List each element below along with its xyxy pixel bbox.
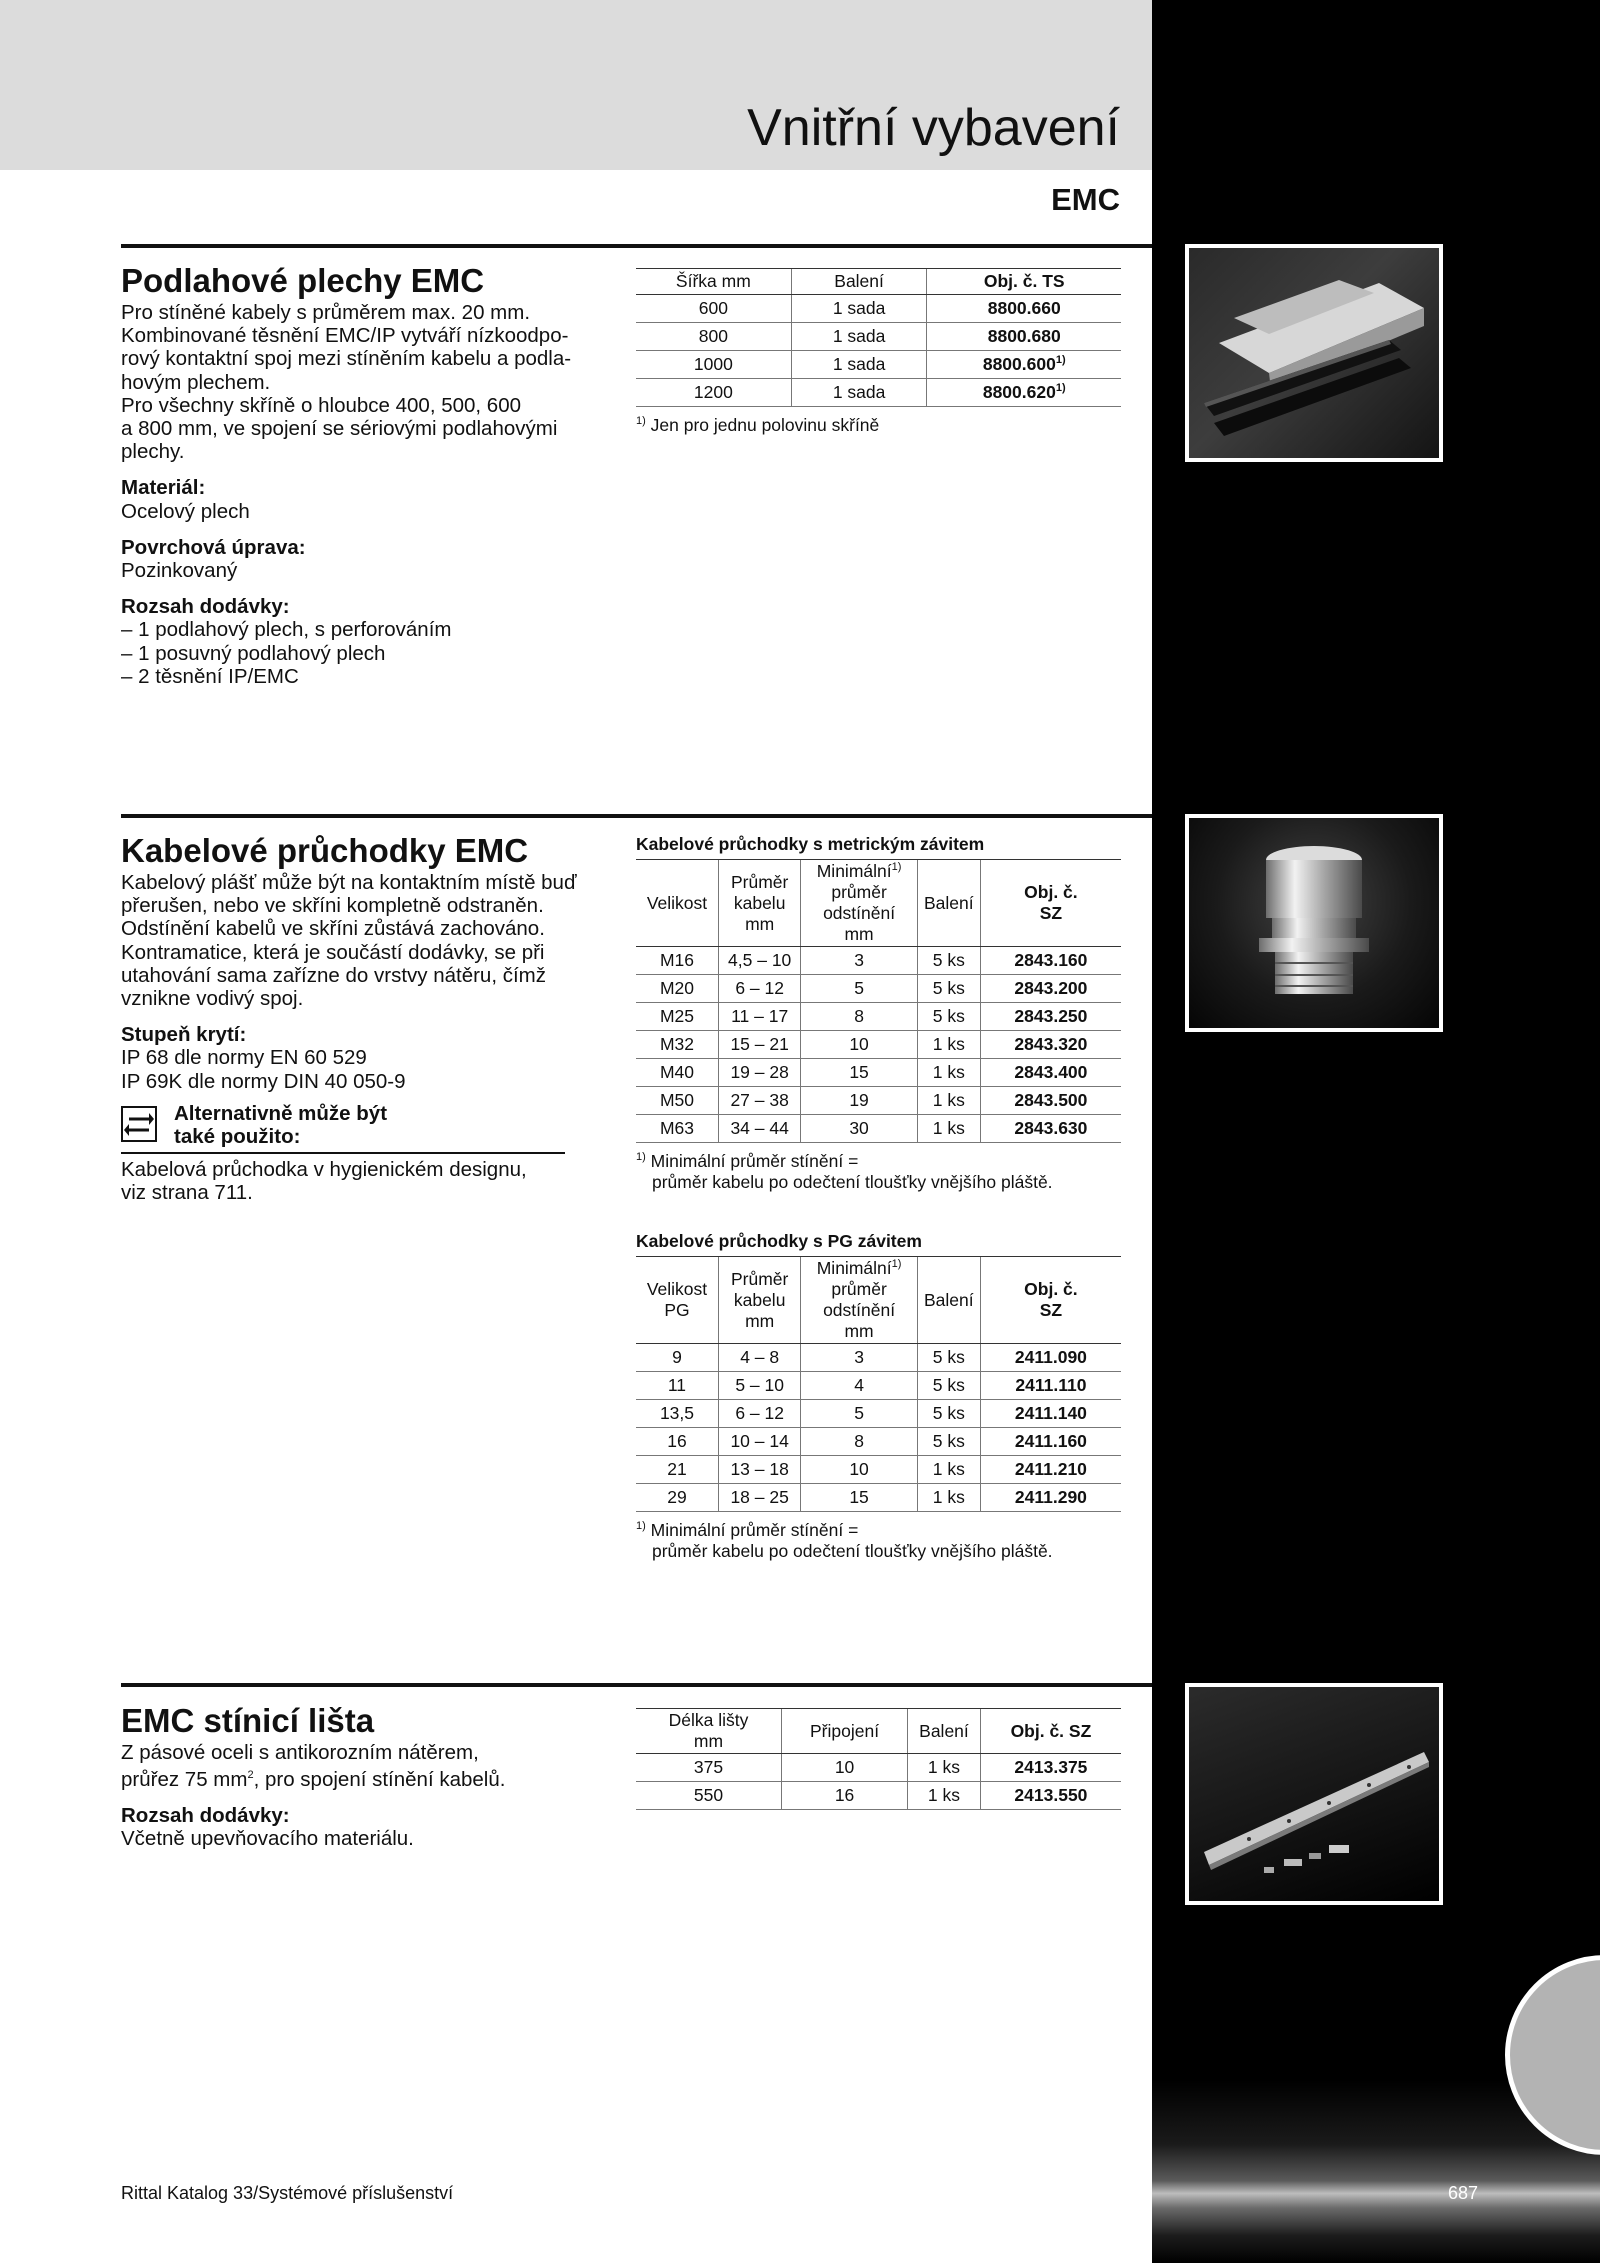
shield-bar-table xyxy=(636,1708,1121,1810)
shield-bar-table-block xyxy=(636,1708,1121,1810)
table-row: M63 34 – 44 30 1 ks 2843.630 xyxy=(636,1115,1121,1143)
table-row: M50 27 – 38 19 1 ks 2843.500 xyxy=(636,1087,1121,1115)
footnote-mark: 1) xyxy=(1055,382,1066,395)
order-number: 2843.250 xyxy=(980,1003,1121,1031)
material-label: Materiál: xyxy=(121,476,206,500)
order-number: 2843.200 xyxy=(980,975,1121,1003)
material-value: Ocelový plech xyxy=(121,499,250,523)
order-number: 2411.210 xyxy=(980,1456,1121,1484)
table-cell: 1 sada xyxy=(791,351,927,379)
col-header: Připojení xyxy=(782,1709,908,1754)
col-header: Průměr kabelu mm xyxy=(718,860,800,947)
table-row xyxy=(636,323,1121,351)
table-row: 9 4 – 8 3 5 ks 2411.090 xyxy=(636,1344,1121,1372)
section-title-shield-bar: EMC stínicí lišta xyxy=(121,1702,375,1739)
col-header: Balení xyxy=(917,860,980,947)
table-cell: 1 sada xyxy=(791,379,927,407)
order-number xyxy=(927,379,1121,407)
table-cell: 600 xyxy=(636,295,791,323)
order-number-text: 8800.680 xyxy=(987,326,1061,346)
order-number: 2411.140 xyxy=(980,1400,1121,1428)
scope-list xyxy=(121,618,601,688)
protection-line: IP 68 dle normy EN 60 529 xyxy=(121,1046,367,1070)
swap-arrows-icon xyxy=(121,1106,157,1142)
text-line: hovým plechem. xyxy=(121,370,271,394)
section-text-cable-glands xyxy=(121,871,601,1093)
col-header: Obj. č. TS xyxy=(927,269,1121,295)
col-header: Obj. č. SZ xyxy=(980,1709,1121,1754)
list-item: – 2 těsnění IP/EMC xyxy=(121,665,601,688)
shield-bar-photo xyxy=(1185,1683,1443,1905)
order-number: 2411.160 xyxy=(980,1428,1121,1456)
table-row: 16 10 – 14 8 5 ks 2411.160 xyxy=(636,1428,1121,1456)
cable-gland-photo xyxy=(1185,814,1443,1032)
table-row xyxy=(636,295,1121,323)
table-row: 550 16 1 ks 2413.550 xyxy=(636,1782,1121,1810)
order-number: 2843.630 xyxy=(980,1115,1121,1143)
text-line: Kabelový plášť může být na kontaktním místě buď xyxy=(121,871,577,894)
order-number: 2843.160 xyxy=(980,947,1121,975)
text-line: Z pásové oceli s antikorozním nátěrem, xyxy=(121,1741,479,1764)
floor-plates-table-block xyxy=(636,268,1121,436)
table-row: 13,5 6 – 12 5 5 ks 2411.140 xyxy=(636,1400,1121,1428)
text-line: a 800 mm, ve spojení se sériovými podlahovými xyxy=(121,417,558,441)
text-line: Pro stíněné kabely s průměrem max. 20 mm. xyxy=(121,301,531,324)
section-text-floor-plates xyxy=(121,301,601,688)
catalog-footer: Rittal Katalog 33/Systémové příslušenství xyxy=(121,2183,454,2203)
table-row: M25 11 – 17 8 5 ks 2843.250 xyxy=(636,1003,1121,1031)
scope-label: Rozsah dodávky: xyxy=(121,1804,290,1828)
section-title-cable-glands: Kabelové průchodky EMC xyxy=(121,832,529,869)
footnote-text: Jen pro jednu polovinu skříně xyxy=(650,414,880,435)
text-line: utahování sama zařízne do vrstvy nátěru, čímž xyxy=(121,963,546,987)
order-number: 2413.550 xyxy=(980,1782,1121,1810)
order-number xyxy=(927,295,1121,323)
order-number: 2411.290 xyxy=(980,1484,1121,1512)
order-number: 2843.400 xyxy=(980,1059,1121,1087)
order-number: 2413.375 xyxy=(980,1754,1121,1782)
order-number: 2411.110 xyxy=(980,1372,1121,1400)
scope-label: Rozsah dodávky: xyxy=(121,595,290,619)
order-number: 2411.090 xyxy=(980,1344,1121,1372)
table-cell: 1 sada xyxy=(791,323,927,351)
protection-label: Stupeň krytí: xyxy=(121,1023,247,1047)
pg-glands-table xyxy=(636,1256,1121,1512)
alt-heading-line: také použito: xyxy=(174,1125,301,1148)
metric-glands-table-block xyxy=(636,834,1121,1193)
text-line: plechy. xyxy=(121,440,185,464)
table-row: M32 15 – 21 10 1 ks 2843.320 xyxy=(636,1031,1121,1059)
metric-glands-table xyxy=(636,859,1121,1143)
scope-value: Včetně upevňovacího materiálu. xyxy=(121,1827,414,1851)
list-item: – 1 podlahový plech, s perforováním xyxy=(121,618,601,641)
order-number-text: 8800.600 xyxy=(982,354,1056,374)
table-footnote xyxy=(636,411,1121,436)
text-line: Kabelová průchodka v hygienickém designu, xyxy=(121,1158,527,1181)
shield-bar-illustration xyxy=(1189,1687,1439,1901)
col-header: Velikost xyxy=(636,860,718,947)
page-number: 687 xyxy=(1448,2183,1479,2203)
table-row xyxy=(636,351,1121,379)
table-row: 21 13 – 18 10 1 ks 2411.210 xyxy=(636,1456,1121,1484)
table-footnote: $^{1)}$ Minimální průměr stínění = průměr kabelu po odečtení tloušťky vnějšího pláště. xyxy=(636,1150,1053,1192)
order-number xyxy=(927,351,1121,379)
col-header: Balení xyxy=(917,1257,980,1344)
text-line: Odstínění kabelů ve skříni zůstává zachováno. xyxy=(121,917,545,941)
table-row: M16 4,5 – 10 3 5 ks 2843.160 xyxy=(636,947,1121,975)
table-cell: 1000 xyxy=(636,351,791,379)
table-row: 375 10 1 ks 2413.375 xyxy=(636,1754,1121,1782)
table-caption: Kabelové průchodky s metrickým závitem xyxy=(636,834,985,854)
text-line: Kombinované těsnění EMC/IP vytváří nízkoodpo- xyxy=(121,324,569,348)
alternative-heading xyxy=(174,1102,565,1148)
alternative-box xyxy=(121,1102,565,1154)
col-header: Šířka mm xyxy=(636,269,791,295)
order-number: 2843.500 xyxy=(980,1087,1121,1115)
table-cell: 1200 xyxy=(636,379,791,407)
section-text-shield-bar xyxy=(121,1741,601,1851)
pg-glands-table-block xyxy=(636,1231,1121,1562)
col-header: Minimální$^{1)}$ průměr odstínění mm xyxy=(801,860,917,947)
alt-heading-line: Alternativně může být xyxy=(174,1102,388,1125)
table-row xyxy=(636,379,1121,407)
col-header: Průměr kabelu mm xyxy=(718,1257,800,1344)
col-header: Obj. č. SZ xyxy=(980,860,1121,947)
list-item: – 1 posuvný podlahový plech xyxy=(121,642,601,665)
footnote-mark: 1) xyxy=(636,415,646,427)
order-number: 2843.320 xyxy=(980,1031,1121,1059)
surface-label: Povrchová úprava: xyxy=(121,535,306,559)
footnote-mark: 1) xyxy=(1055,354,1066,367)
col-header: Délka lišty mm xyxy=(636,1709,782,1754)
text-line: přerušen, nebo ve skříni kompletně odstraněn. xyxy=(121,894,544,918)
floor-plates-table xyxy=(636,268,1121,407)
table-caption: Kabelové průchodky s PG závitem xyxy=(636,1231,922,1251)
text-line: viz strana 711. xyxy=(121,1181,253,1205)
cable-gland-illustration xyxy=(1189,818,1439,1028)
floor-plate-illustration xyxy=(1189,248,1439,458)
surface-value: Pozinkovaný xyxy=(121,559,238,583)
order-number-text: 8800.620 xyxy=(982,382,1056,402)
section-rule xyxy=(121,814,1152,818)
table-row: M20 6 – 12 5 5 ks 2843.200 xyxy=(636,975,1121,1003)
col-header: Obj. č. SZ xyxy=(980,1257,1121,1344)
table-row: M40 19 – 28 15 1 ks 2843.400 xyxy=(636,1059,1121,1087)
text-line: průřez 75 $mm^2$, pro spojení stínění kabelů. xyxy=(121,1768,506,1792)
floor-plate-photo xyxy=(1185,244,1443,462)
text-line: vznikne vodivý spoj. xyxy=(121,987,304,1011)
col-header: Velikost PG xyxy=(636,1257,718,1344)
text-line: Pro všechny skříně o hloubce 400, 500, 600 xyxy=(121,393,522,417)
text-line: rový kontaktní spoj mezi stíněním kabelu a podla- xyxy=(121,347,572,371)
col-header: Minimální$^{1)}$ průměr odstínění mm xyxy=(801,1257,917,1344)
order-number xyxy=(927,323,1121,351)
table-row: 29 18 – 25 15 1 ks 2411.290 xyxy=(636,1484,1121,1512)
section-rule xyxy=(121,1683,1152,1687)
section-title-floor-plates: Podlahové plechy EMC xyxy=(121,262,485,299)
table-footnote: $^{1)}$ Minimální průměr stínění = průměr kabelu po odečtení tloušťky vnějšího pláště. xyxy=(636,1519,1053,1561)
table-cell: 800 xyxy=(636,323,791,351)
col-header: Balení xyxy=(908,1709,981,1754)
section-tag: EMC xyxy=(1051,182,1120,217)
table-cell: 1 sada xyxy=(791,295,927,323)
alternative-text xyxy=(121,1158,601,1204)
section-rule xyxy=(121,244,1152,248)
table-row: 11 5 – 10 4 5 ks 2411.110 xyxy=(636,1372,1121,1400)
protection-line: IP 69K dle normy DIN 40 050-9 xyxy=(121,1069,406,1093)
text-line: Kontramatice, která je součástí dodávky, se při xyxy=(121,940,545,964)
order-number-text: 8800.660 xyxy=(987,298,1061,318)
col-header: Balení xyxy=(791,269,927,295)
page-title: Vnitřní vybavení xyxy=(747,99,1120,157)
